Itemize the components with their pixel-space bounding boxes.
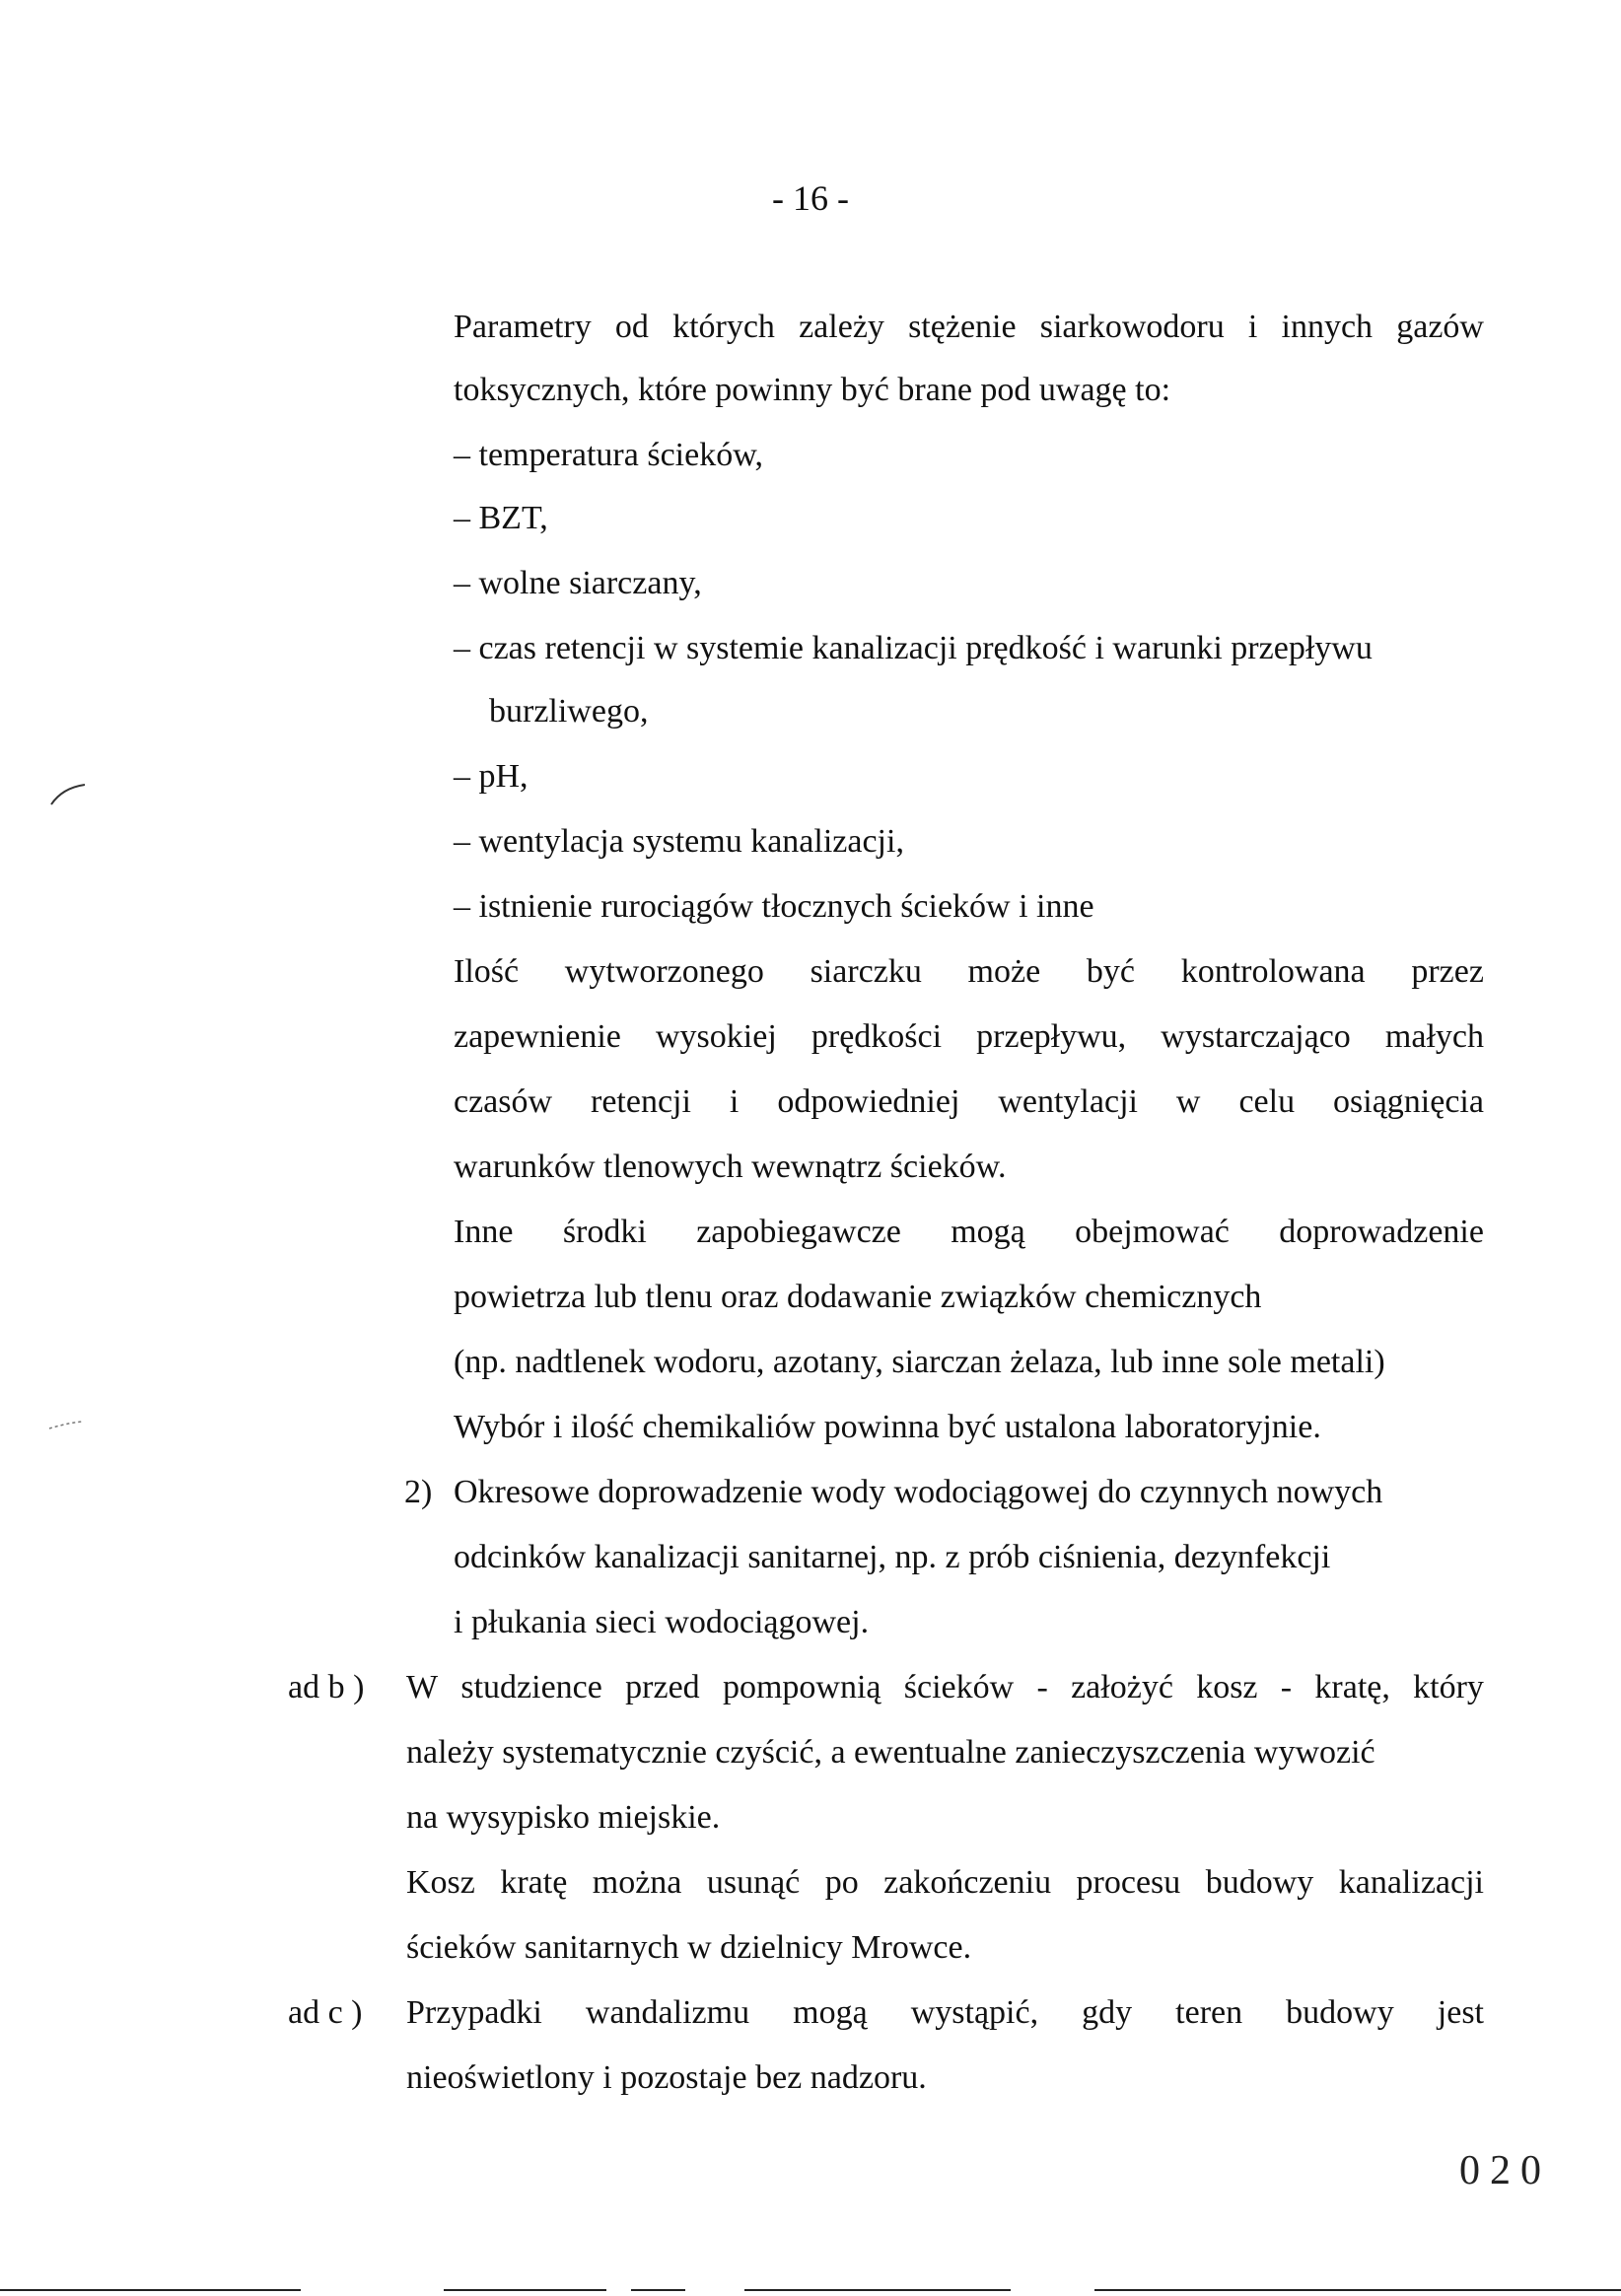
adc-line-2: nieoświetlony i pozostaje bez nadzoru. — [406, 2059, 927, 2096]
item2-marker: 2) — [404, 1474, 433, 1510]
param-item: – pH, — [454, 758, 529, 795]
word: Parametry — [454, 309, 592, 345]
word: kratę, — [1314, 1669, 1390, 1705]
word: procesu — [1076, 1864, 1181, 1901]
word: innych — [1281, 309, 1374, 345]
bottom-rule — [744, 2289, 1011, 2291]
para1-line — [454, 1082, 1484, 1122]
word: których — [672, 309, 775, 345]
word: wandalizmu — [585, 1994, 750, 2031]
bottom-rule — [0, 2289, 301, 2291]
param-item: – wolne siarczany, — [454, 565, 702, 601]
para2-line-3: (np. nadtlenek wodoru, azotany, siarczan żelaza, lub inne sole metali) — [454, 1344, 1385, 1380]
word: siarkowodoru — [1039, 309, 1225, 345]
word: Przypadki — [406, 1994, 542, 2031]
word: - — [1036, 1669, 1048, 1705]
word: wentylacji — [998, 1083, 1138, 1120]
word: kosz — [1196, 1669, 1258, 1705]
word: teren — [1175, 1994, 1243, 2031]
para1-line — [454, 1017, 1484, 1057]
word: przez — [1411, 953, 1484, 990]
word: retencji — [591, 1083, 691, 1120]
word: zapewnienie — [454, 1018, 621, 1055]
word: pompownią — [722, 1669, 881, 1705]
word: gdy — [1082, 1994, 1133, 2031]
word: przepływu, — [976, 1018, 1127, 1055]
para2-line-1 — [454, 1213, 1484, 1252]
word: po — [824, 1864, 859, 1901]
item2-line-1: Okresowe doprowadzenie wody wodociągowej do czynnych nowych — [454, 1474, 1383, 1510]
word: zapobiegawcze — [696, 1214, 901, 1250]
item2-line-3: i płukania sieci wodociągowej. — [454, 1604, 870, 1640]
bottom-rule — [444, 2289, 606, 2291]
word: studzience — [460, 1669, 602, 1705]
adc-marker: ad c ) — [288, 1994, 363, 2031]
word: przed — [625, 1669, 700, 1705]
para2-line-2: powietrza lub tlenu oraz dodawanie związków chemicznych — [454, 1279, 1262, 1315]
item2-line-2: odcinków kanalizacji sanitarnej, np. z prób ciśnienia, dezynfekcji — [454, 1539, 1331, 1575]
para2-line-4: Wybór i ilość chemikaliów powinna być ustalona laboratoryjnie. — [454, 1409, 1321, 1445]
word: - — [1280, 1669, 1293, 1705]
para1-line — [454, 952, 1484, 992]
word: i — [1247, 309, 1258, 345]
word: i — [729, 1083, 740, 1120]
param-item-continuation: burzliwego, — [489, 693, 649, 730]
word: zakończeniu — [883, 1864, 1052, 1901]
word: zależy — [799, 309, 884, 345]
word: Kosz — [406, 1864, 475, 1901]
word: od — [614, 309, 649, 345]
adb-marker: ad b ) — [288, 1669, 365, 1705]
word: siarczku — [810, 953, 922, 990]
word: może — [967, 953, 1041, 990]
adc-line-1 — [406, 1993, 1484, 2033]
page-number: - 16 - — [772, 178, 849, 218]
word: czasów — [454, 1083, 553, 1120]
para1-last-line: warunków tlenowych wewnątrz ścieków. — [454, 1148, 1007, 1185]
word: obejmować — [1075, 1214, 1230, 1250]
scan-mark — [47, 1420, 87, 1431]
word: prędkości — [810, 1018, 943, 1055]
param-item: – wentylacja systemu kanalizacji, — [454, 823, 904, 860]
adb-line-5: ścieków sanitarnych w dzielnicy Mrowce. — [406, 1929, 972, 1966]
word: celu — [1238, 1083, 1296, 1120]
word: Ilość — [454, 953, 520, 990]
word: małych — [1384, 1018, 1484, 1055]
word: osiągnięcia — [1333, 1083, 1484, 1120]
word: w — [1175, 1083, 1201, 1120]
word: usunąć — [706, 1864, 801, 1901]
word: wysokiej — [656, 1018, 777, 1055]
param-item: – istnienie rurociągów tłocznych ścieków i inne — [454, 888, 1094, 925]
word: kanalizacji — [1338, 1864, 1484, 1901]
param-item: – czas retencji w systemie kanalizacji prędkość i warunki przepływu — [454, 630, 1373, 666]
word: doprowadzenie — [1279, 1214, 1484, 1250]
word: W — [406, 1669, 439, 1705]
bottom-rule — [1094, 2289, 1621, 2291]
word: wystarczająco — [1161, 1018, 1351, 1055]
adb-line-1 — [406, 1668, 1484, 1707]
word: wytworzonego — [564, 953, 764, 990]
adb-line-3: na wysypisko miejskie. — [406, 1799, 721, 1836]
adb-line-2: należy systematycznie czyścić, a ewentualne zanieczyszczenia wywozić — [406, 1734, 1375, 1771]
param-item: – BZT, — [454, 500, 548, 536]
word: założyć — [1071, 1669, 1173, 1705]
word: budowy — [1205, 1864, 1314, 1901]
word: który — [1413, 1669, 1484, 1705]
scan-mark — [49, 779, 89, 808]
adb-line-4 — [406, 1863, 1484, 1903]
word: gazów — [1396, 309, 1484, 345]
intro-line-1 — [454, 308, 1484, 347]
stamp-number: 020 — [1459, 2148, 1551, 2193]
word: środki — [562, 1214, 647, 1250]
word: odpowiedniej — [777, 1083, 960, 1120]
param-item: – temperatura ścieków, — [454, 437, 764, 473]
word: wystąpić, — [910, 1994, 1039, 2031]
word: ścieków — [903, 1669, 1015, 1705]
word: mogą — [951, 1214, 1025, 1250]
word: Inne — [454, 1214, 514, 1250]
word: kontrolowana — [1180, 953, 1366, 990]
word: być — [1086, 953, 1135, 990]
word: jest — [1437, 1994, 1484, 2031]
intro-line-2: toksycznych, które powinny być brane pod uwagę to: — [454, 372, 1171, 408]
word: stężenie — [908, 309, 1017, 345]
bottom-rule — [631, 2289, 685, 2291]
word: można — [592, 1864, 682, 1901]
word: budowy — [1286, 1994, 1394, 2031]
word: mogą — [793, 1994, 868, 2031]
word: kratę — [500, 1864, 568, 1901]
